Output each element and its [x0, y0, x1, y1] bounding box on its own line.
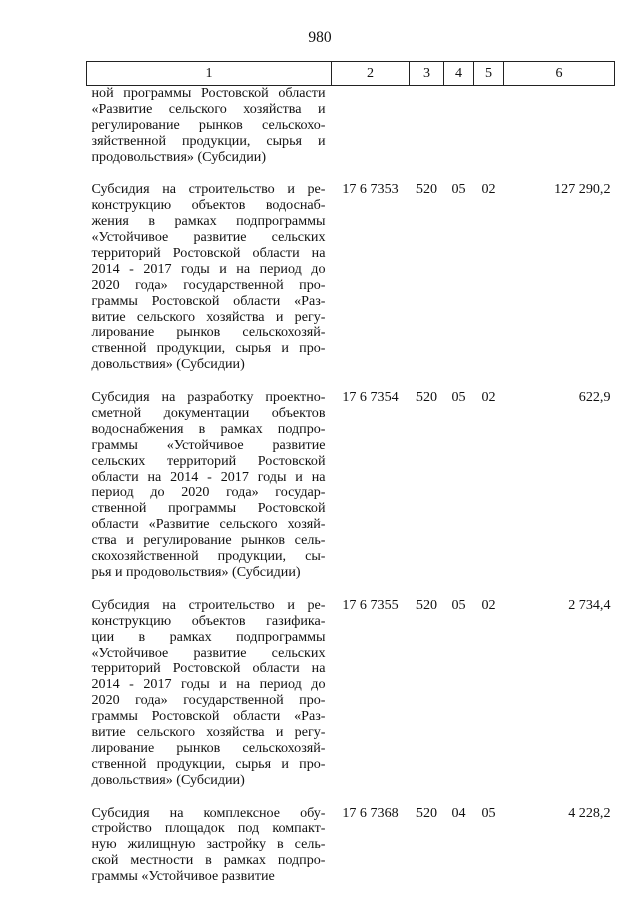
subsection-code: 02: [481, 181, 496, 198]
target-article-code: [332, 86, 410, 166]
description-line: стройство площадок под компакт-: [91, 820, 326, 837]
row-spacer: [87, 373, 615, 390]
amount-value: 2 734,4: [568, 596, 611, 613]
column-header: 3: [410, 62, 444, 86]
description-line: граммы Ростовской области «Раз-: [91, 708, 326, 725]
description-line: ной программы Ростовской области: [91, 85, 326, 101]
column-header: 6: [504, 62, 615, 86]
description-line: «Устойчивое развитие сельских: [91, 644, 326, 661]
table-row: [87, 806, 615, 885]
section-code: 04: [451, 804, 466, 821]
description-line: граммы Ростовской области «Раз-: [91, 292, 326, 309]
target-article-code: 17 6 7353: [342, 181, 399, 198]
amount-value: 127 290,2: [554, 181, 611, 198]
description-line: территорий Ростовской области на: [91, 245, 326, 262]
subsection-code: 02: [481, 389, 496, 406]
row-spacer: [87, 165, 615, 182]
column-header: 1: [87, 62, 332, 86]
target-article-code: 17 6 7368: [342, 804, 399, 821]
description-line: 2020 года» государственной про-: [91, 692, 326, 709]
section-code: 05: [451, 389, 466, 406]
page-number: 980: [308, 29, 332, 46]
budget-table: [86, 61, 615, 885]
description-line: регулирование рынков сельскохо-: [91, 116, 326, 133]
description-line: территорий Ростовской области на: [91, 660, 326, 677]
description-line: ственной продукции, сырья и про-: [91, 755, 326, 772]
description-line: 2014 - 2017 годы и на период до: [91, 676, 326, 693]
table-row: [87, 598, 615, 789]
column-header: 5: [474, 62, 504, 86]
description-line: лирование рынков сельскохозяй-: [91, 739, 326, 756]
description-line: сельских территорий Ростовской: [91, 452, 326, 469]
table-row: [87, 86, 615, 166]
description-line: сметной документации объектов: [91, 405, 326, 422]
description-line: зяйственной продукции, сырья и: [91, 132, 326, 149]
table-row: [87, 182, 615, 373]
row-description: [87, 598, 332, 789]
description-line: ственной программы Ростовской: [91, 500, 326, 517]
description-line: период до 2020 года» государ-: [91, 484, 326, 501]
row-spacer: [87, 789, 615, 806]
row-description: [87, 86, 332, 166]
description-line: довольствия» (Субсидии): [91, 356, 245, 373]
column-header: 4: [444, 62, 474, 86]
description-line: жения в рамках подпрограммы: [91, 213, 326, 230]
row-spacer: [87, 581, 615, 598]
description-line: ской местности в рамках подпро-: [91, 852, 326, 869]
description-line: конструкцию объектов газифика-: [91, 612, 326, 629]
table-header-row: [87, 62, 615, 86]
table-row: [87, 390, 615, 581]
row-description: [87, 390, 332, 581]
description-line: водоснабжения в рамках подпро-: [91, 420, 326, 437]
subsection-code: 02: [481, 596, 496, 613]
section-code: 05: [451, 596, 466, 613]
description-line: ства и регулирование рынков сель-: [91, 532, 326, 549]
description-line: лирование рынков сельскохозяй-: [91, 324, 326, 341]
description-line: продовольствия» (Субсидии): [91, 148, 267, 165]
target-article-code: 17 6 7355: [342, 596, 399, 613]
expense-type-code: 520: [415, 181, 438, 198]
description-line: скохозяйственной продукции, сы-: [91, 548, 326, 565]
table-body: [87, 86, 615, 885]
description-line: Субсидия на комплексное обу-: [91, 804, 326, 821]
amount-value: 4 228,2: [568, 804, 611, 821]
target-article-code: 17 6 7354: [342, 389, 399, 406]
section-code: 05: [451, 181, 466, 198]
description-line: рья и продовольствия» (Субсидии): [91, 563, 301, 580]
amount-value: 622,9: [578, 389, 611, 406]
subsection-code: 05: [481, 804, 496, 821]
expense-type-code: 520: [415, 596, 438, 613]
description-line: граммы «Устойчивое развитие: [91, 868, 275, 885]
description-line: области «Развитие сельского хозяй-: [91, 516, 326, 533]
row-description: [87, 182, 332, 373]
description-line: витие сельского хозяйства и регу-: [91, 308, 326, 325]
description-line: области на 2014 - 2017 годы и на: [91, 468, 326, 485]
expense-type-code: 520: [415, 389, 438, 406]
description-line: «Развитие сельского хозяйства и: [91, 100, 326, 117]
subsection-code: [474, 86, 504, 166]
description-line: ции в рамках подпрограммы: [91, 628, 326, 645]
description-line: Субсидия на разработку проектно-: [91, 389, 326, 406]
description-line: витие сельского хозяйства и регу-: [91, 723, 326, 740]
description-line: «Устойчивое развитие сельских: [91, 229, 326, 246]
expense-type-code: [410, 86, 444, 166]
description-line: Субсидия на строительство и ре-: [91, 181, 326, 198]
section-code: [444, 86, 474, 166]
description-line: 2014 - 2017 годы и на период до: [91, 260, 326, 277]
description-line: конструкцию объектов водоснаб-: [91, 197, 326, 214]
column-header: 2: [332, 62, 410, 86]
row-description: [87, 806, 332, 885]
description-line: довольствия» (Субсидии): [91, 771, 245, 788]
description-line: ную жилищную застройку в сель-: [91, 836, 326, 853]
description-line: 2020 года» государственной про-: [91, 276, 326, 293]
description-line: Субсидия на строительство и ре-: [91, 596, 326, 613]
description-line: граммы «Устойчивое развитие: [91, 436, 326, 453]
expense-type-code: 520: [415, 804, 438, 821]
amount-value: [504, 86, 615, 166]
description-line: ственной продукции, сырья и про-: [91, 340, 326, 357]
